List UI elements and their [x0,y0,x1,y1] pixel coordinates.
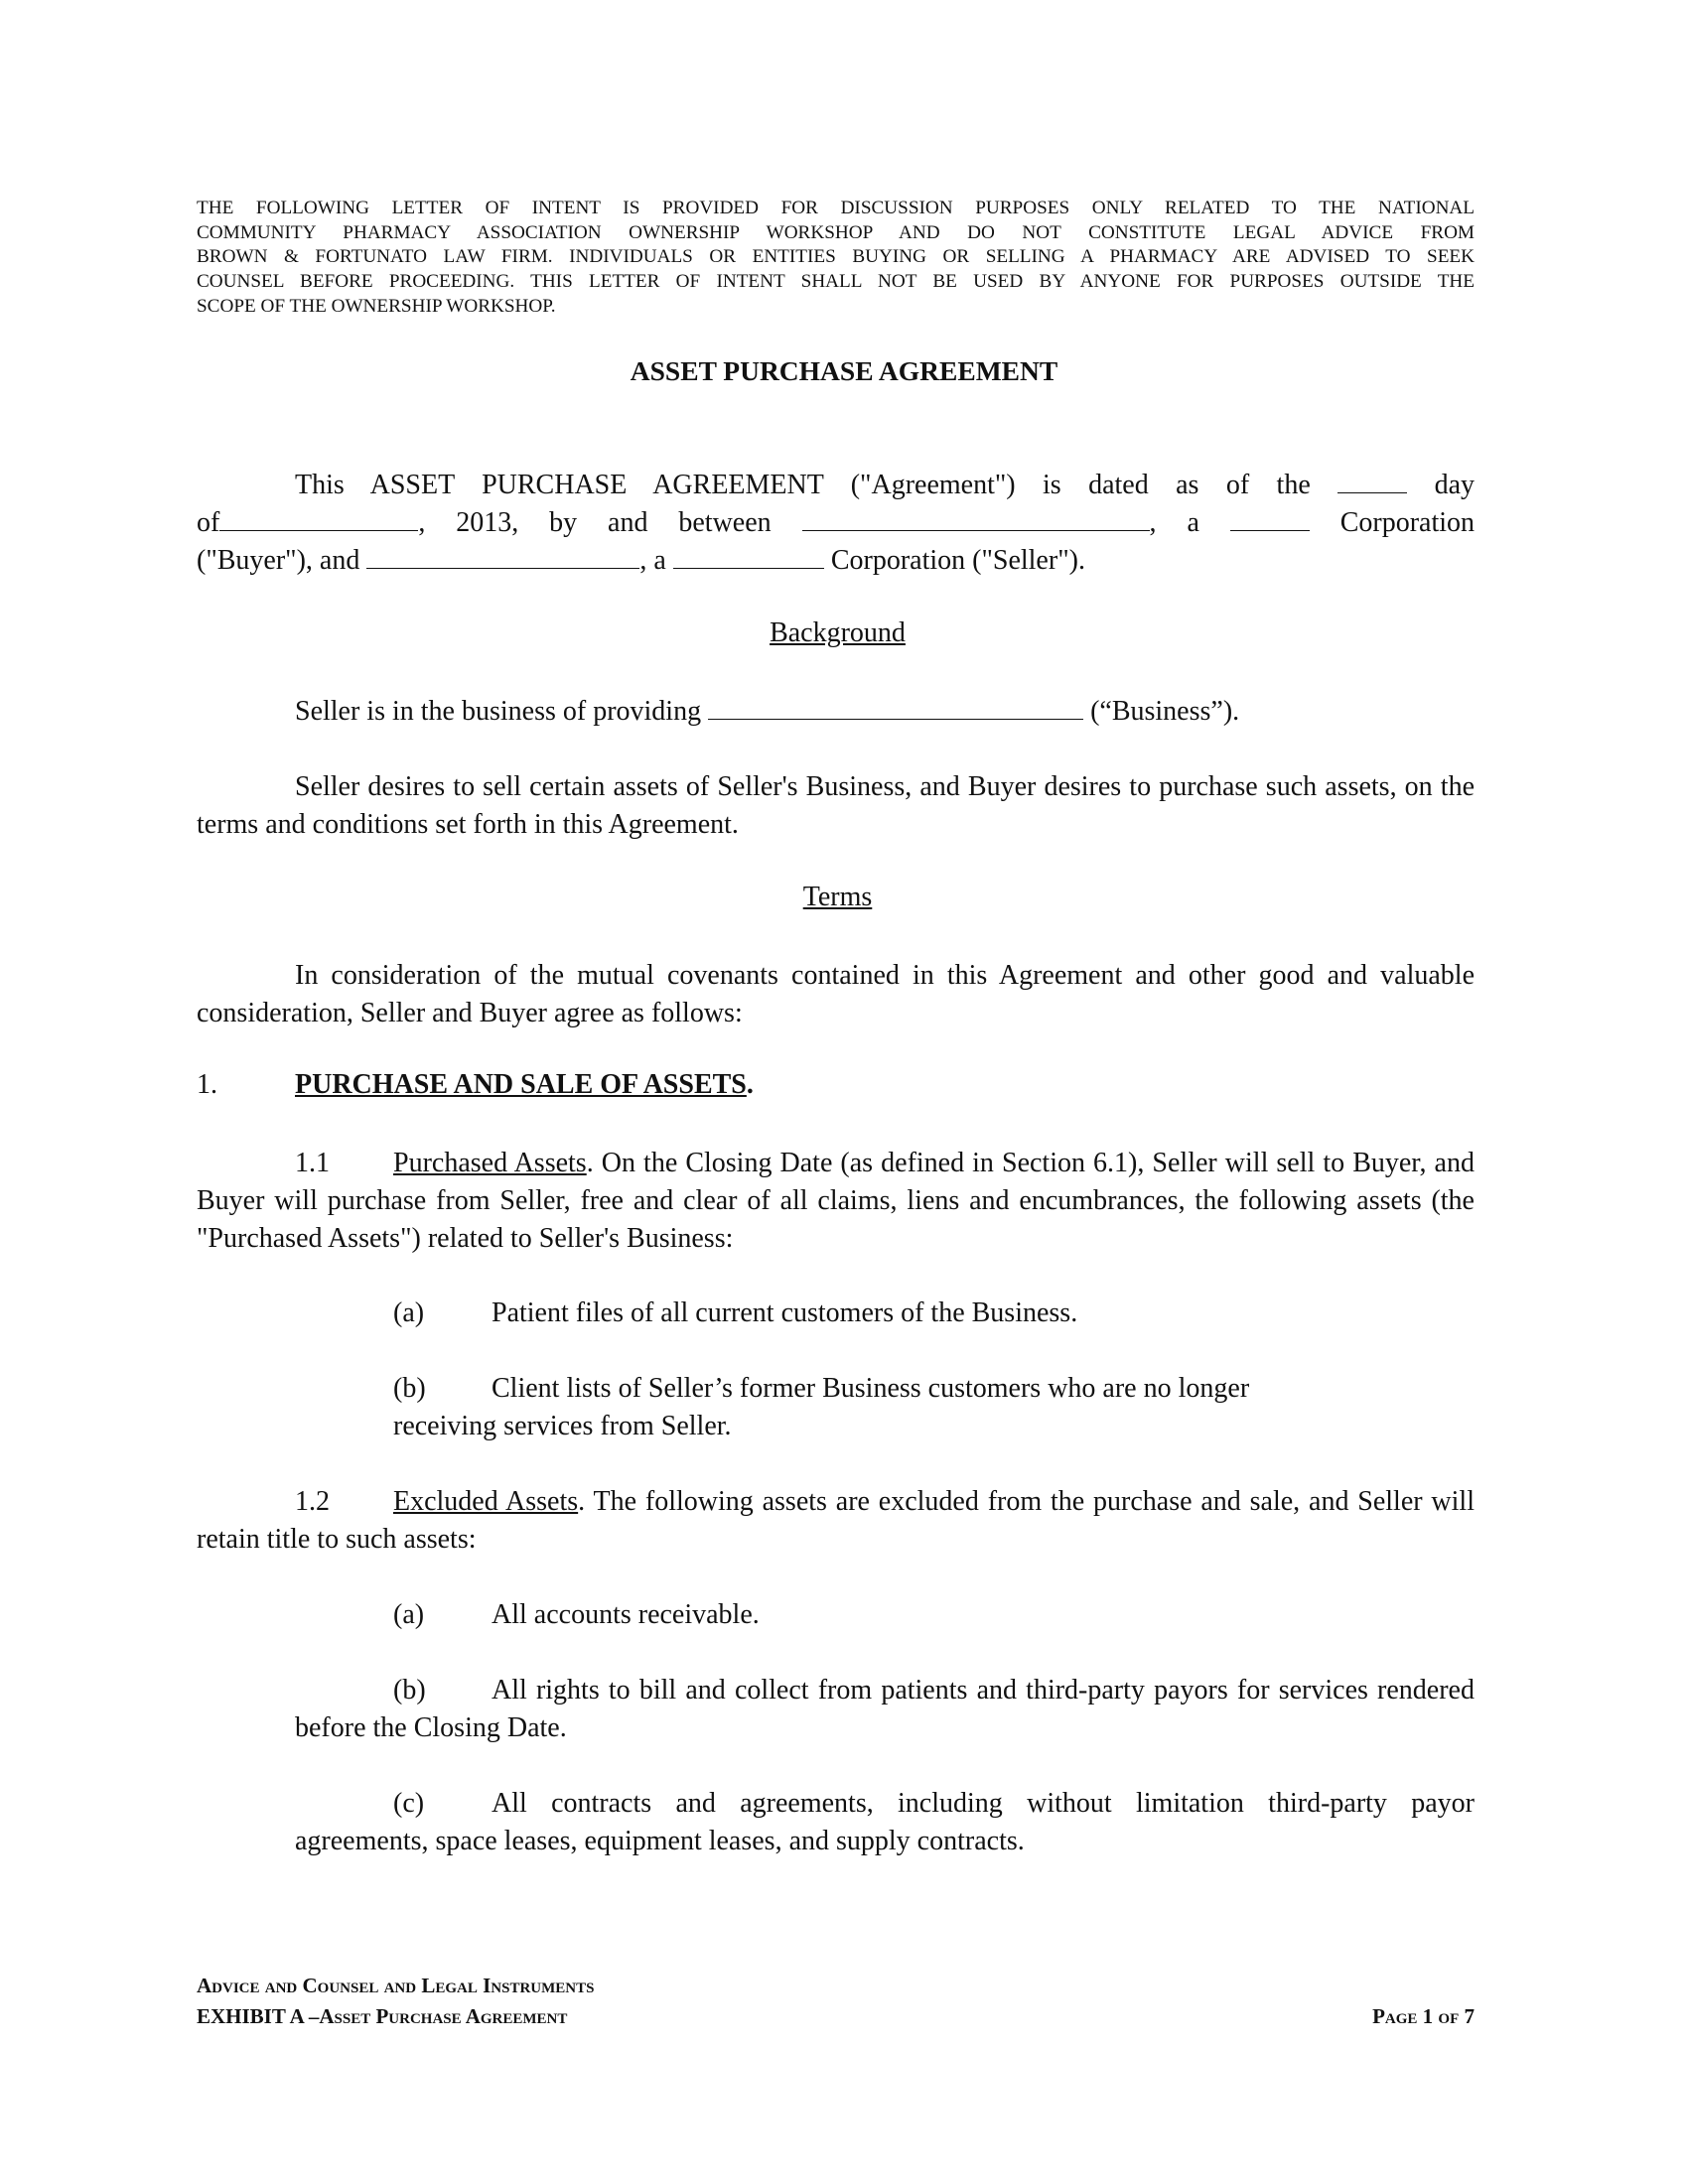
section-1-heading [197,1069,754,1101]
document-title: ASSET PURCHASE AGREEMENT [630,355,1058,386]
intro-text: , a [1149,507,1199,538]
intro-paragraph [197,467,1475,580]
list-item [393,1295,1077,1332]
list-item-text: All accounts receivable. [492,1599,760,1630]
seller-name-blank[interactable] [366,546,639,569]
disclaimer-line: THE FOLLOWING LETTER OF INTENT IS PROVIDED FOR DISCUSSION PURPOSES ONLY RELATED TO THE NATIONAL [197,198,1475,218]
subsection-number: 1.2 [295,1486,330,1517]
list-item [393,1596,760,1634]
subsection-text: . The following assets are excluded from the purchase and sale, and Seller will retain title to such assets: [197,1486,1475,1555]
business-blank[interactable] [708,697,1083,720]
list-item-text-cont: receiving services from Seller. [393,1411,732,1441]
intro-text: day [1434,470,1476,500]
intro-text: of [197,507,220,538]
terms-intro: In consideration of the mutual covenants contained in this Agreement and other good and valuable consideration, Seller and Buyer agree as follows: [197,960,1475,1028]
section-1-1 [197,1145,1475,1258]
terms-heading: Terms [802,882,873,912]
intro-text: , a [639,545,666,576]
list-item [295,1672,1475,1747]
intro-text: ("Buyer"), and [197,545,360,576]
list-item-text: All contracts and agreements, including without limitation third-party payor agreements, space leases, equipment leases, and supply contracts. [295,1788,1475,1856]
background-heading: Background [770,617,906,648]
footer-exhibit: EXHIBIT A – [197,2004,320,2028]
background-paragraph-2: Seller desires to sell certain assets of Seller's Business, and Buyer desires to purchase such assets, on the terms and conditions set forth in this Agreement. [197,771,1475,840]
section-number: 1. [197,1069,217,1100]
footer-line-1: Advice and Counsel and Legal Instruments [197,1974,595,1997]
disclaimer-line: COMMUNITY PHARMACY ASSOCIATION OWNERSHIP WORKSHOP AND DO NOT CONSTITUTE LEGAL ADVICE FROM [197,221,1475,243]
subsection-text: . On the Closing Date (as defined in Section 6.1), Seller will sell to Buyer, and Buyer will purchase from Seller, free and clear of all claims, liens and encumbrances, the following assets (the "Purchased Assets") related to Seller's Business: [197,1148,1475,1254]
intro-text: , 2013, by and between [418,507,772,538]
buyer-state-blank[interactable] [1230,508,1310,531]
list-item-text: Client lists of Seller’s former Business customers who are no longer [492,1373,1250,1404]
section-title: PURCHASE AND SALE OF ASSETS [295,1069,747,1100]
list-item-label: (b) [393,1373,426,1404]
section-1-2 [197,1483,1475,1559]
section-title-tail: . [746,1069,754,1100]
list-item-label: (a) [393,1297,425,1328]
list-item [393,1370,1249,1445]
disclaimer-line: COUNSEL BEFORE PROCEEDING. THIS LETTER OF INTENT SHALL NOT BE USED BY ANYONE FOR PURPOSES OUTSIDE THE [197,271,1475,293]
background-paragraph-1 [197,693,1475,731]
day-blank[interactable] [1337,471,1407,493]
month-blank[interactable] [219,508,418,531]
disclaimer-line: BROWN & FORTUNATO LAW FIRM. INDIVIDUALS OR ENTITIES BUYING OR SELLING A PHARMACY ARE ADVISED TO SEEK [197,246,1475,268]
subsection-title: Excluded Assets [393,1486,579,1517]
background-text: Seller is in the business of providing [295,696,702,727]
footer-line-2 [197,2004,567,2029]
intro-text: This ASSET PURCHASE AGREEMENT ("Agreement") is dated as of the [295,470,1311,500]
list-item-text: All rights to bill and collect from patients and third-party payors for services rendered before the Closing Date. [295,1675,1475,1743]
intro-text: Corporation [1339,507,1475,538]
subsection-title: Purchased Assets [393,1148,587,1178]
list-item-text: Patient files of all current customers of the Business. [492,1297,1078,1328]
list-item-label: (c) [393,1788,425,1819]
page-number: Page 1 of 7 [1372,2004,1475,2028]
list-item [295,1785,1475,1860]
buyer-name-blank[interactable] [802,508,1150,531]
intro-text: Corporation ("Seller"). [830,545,1085,576]
list-item-label: (b) [393,1675,426,1706]
subsection-number: 1.1 [295,1148,330,1178]
disclaimer-line: SCOPE OF THE OWNERSHIP WORKSHOP. [197,295,556,317]
footer-doc-title: Asset Purchase Agreement [319,2004,568,2028]
list-item-label: (a) [393,1599,425,1630]
background-text: (“Business”). [1090,696,1240,727]
disclaimer [197,197,1475,320]
seller-state-blank[interactable] [673,546,824,569]
